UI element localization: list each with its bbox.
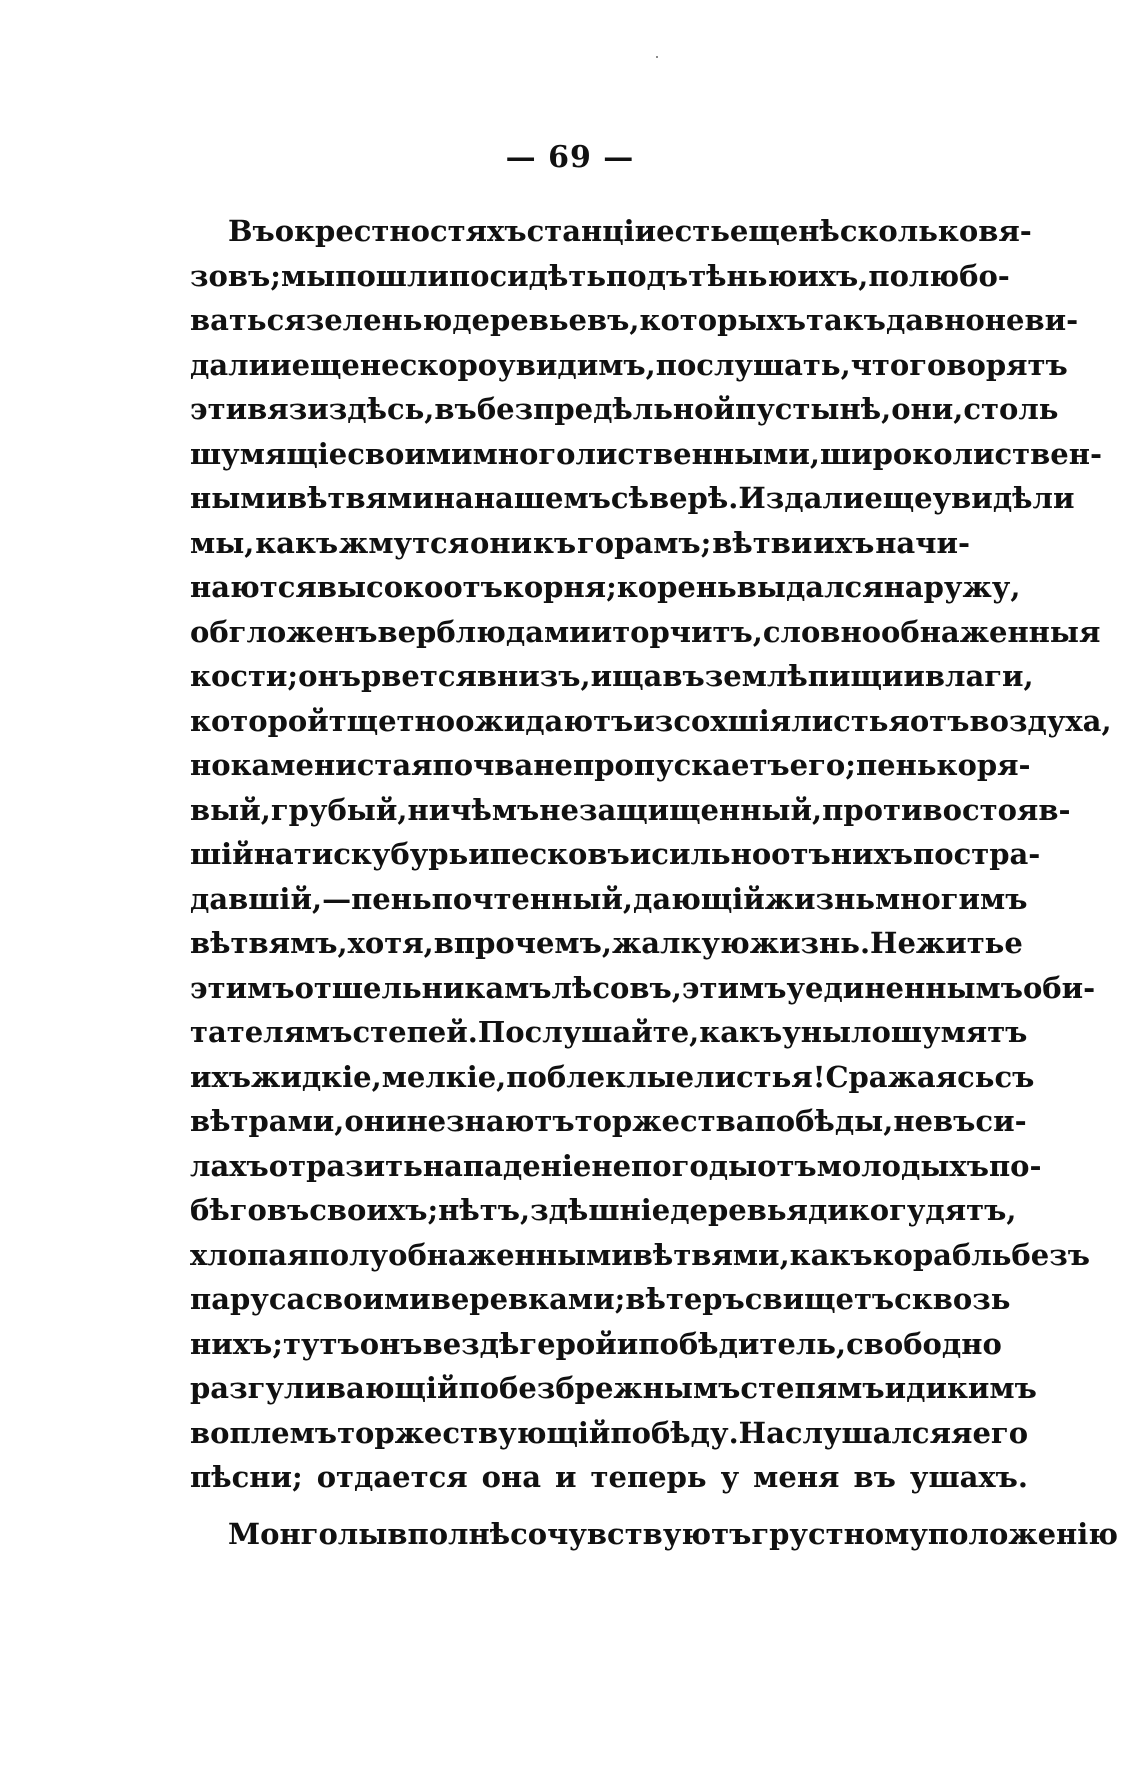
print-speck — [656, 56, 658, 58]
text-line: лахъ отразить нападеніе непогоды отъ молодыхъ по- — [190, 1148, 1042, 1183]
text-line: шумящіе своими многолиственными, широколиствен- — [190, 436, 1102, 471]
text-line: обгложенъ верблюдами и торчитъ, словно обнаженныя — [190, 614, 1101, 649]
text-line: дали и еще не скоро увидимъ, послушать, что говорятъ — [190, 347, 1068, 382]
text-line: тателямъ степей. Послушайте, какъ уныло шумятъ — [190, 1015, 1028, 1049]
text-line: разгуливающій по безбрежнымъ степямъ и дикимъ — [190, 1371, 1037, 1405]
text-line: которой тщетно ожидаютъ изсохшія листья отъ воздуха, — [190, 703, 1112, 738]
text-line: вый, грубый, ни чѣмъ не защищенный, противостояв- — [190, 792, 1071, 827]
text-line: нихъ; тутъ онъ вездѣ герой и побѣдитель, свободно — [190, 1326, 1002, 1361]
text-line: Монголы вполнѣ сочувствуютъ грустному положенію — [228, 1516, 1118, 1551]
text-line: наются высоко отъ корня; корень выдался наружу, — [190, 570, 1021, 604]
text-line: эти вязи здѣсь, въ безпредѣльной пустынѣ, они, столь — [190, 392, 1059, 426]
text-line: ихъ жидкіе, мелкіе, поблеклые листья! Сражаясь съ — [190, 1059, 1035, 1094]
text-line: но каменистая почва не пропускаетъ его; пень коря- — [190, 748, 1031, 782]
text-line: давшій, — пень почтенный, дающій жизнь многимъ — [190, 881, 1028, 916]
text-line: зовъ; мы пошли посидѣть подъ тѣнью ихъ, полюбо- — [190, 258, 1010, 293]
text-line: этимъ отшельникамъ лѣсовъ, этимъ уединеннымъ оби- — [190, 970, 1096, 1005]
text-line: мы, какъ жмутся они къ горамъ; вѣтви ихъ начи- — [190, 525, 970, 560]
text-line: кости; онъ рвется внизъ, ища въ землѣ пищи и влаги, — [190, 659, 1034, 693]
text-line: ными вѣтвями на нашемъ сѣверѣ. Издали еще увидѣли — [190, 481, 1075, 515]
text-line: бѣговъ своихъ; нѣтъ, здѣшніе деревья дико гудятъ, — [190, 1193, 1017, 1227]
text-line: вѣтвямъ, хотя, впрочемъ, жалкую жизнь. Не житье — [190, 926, 1023, 960]
text-line: хлопая полуобнаженными вѣтвями, какъ корабль безъ — [190, 1237, 1090, 1272]
page-number: — 69 — — [505, 140, 635, 175]
text-line: Въ окрестностяхъ станціи есть еще нѣсколько вя- — [228, 214, 1032, 248]
text-line: шій натиску бурь и песковъ и сильно отъ нихъ постра- — [190, 837, 1041, 871]
text-line: вѣтрами, они не знаютъ торжества побѣды, не въ си- — [190, 1104, 1027, 1138]
text-line: воплемъ торжествующій побѣду. Наслушался я его — [190, 1415, 1029, 1450]
text-line: паруса своими веревками; вѣтеръ свищетъ сквозь — [190, 1282, 1011, 1316]
body-text — [190, 214, 1118, 1561]
text-line: пѣсни; отдается она и теперь у меня въ ушахъ. — [190, 1460, 1029, 1494]
text-line: ваться зеленью деревьевъ, которыхъ такъ давно неви- — [190, 303, 1079, 337]
